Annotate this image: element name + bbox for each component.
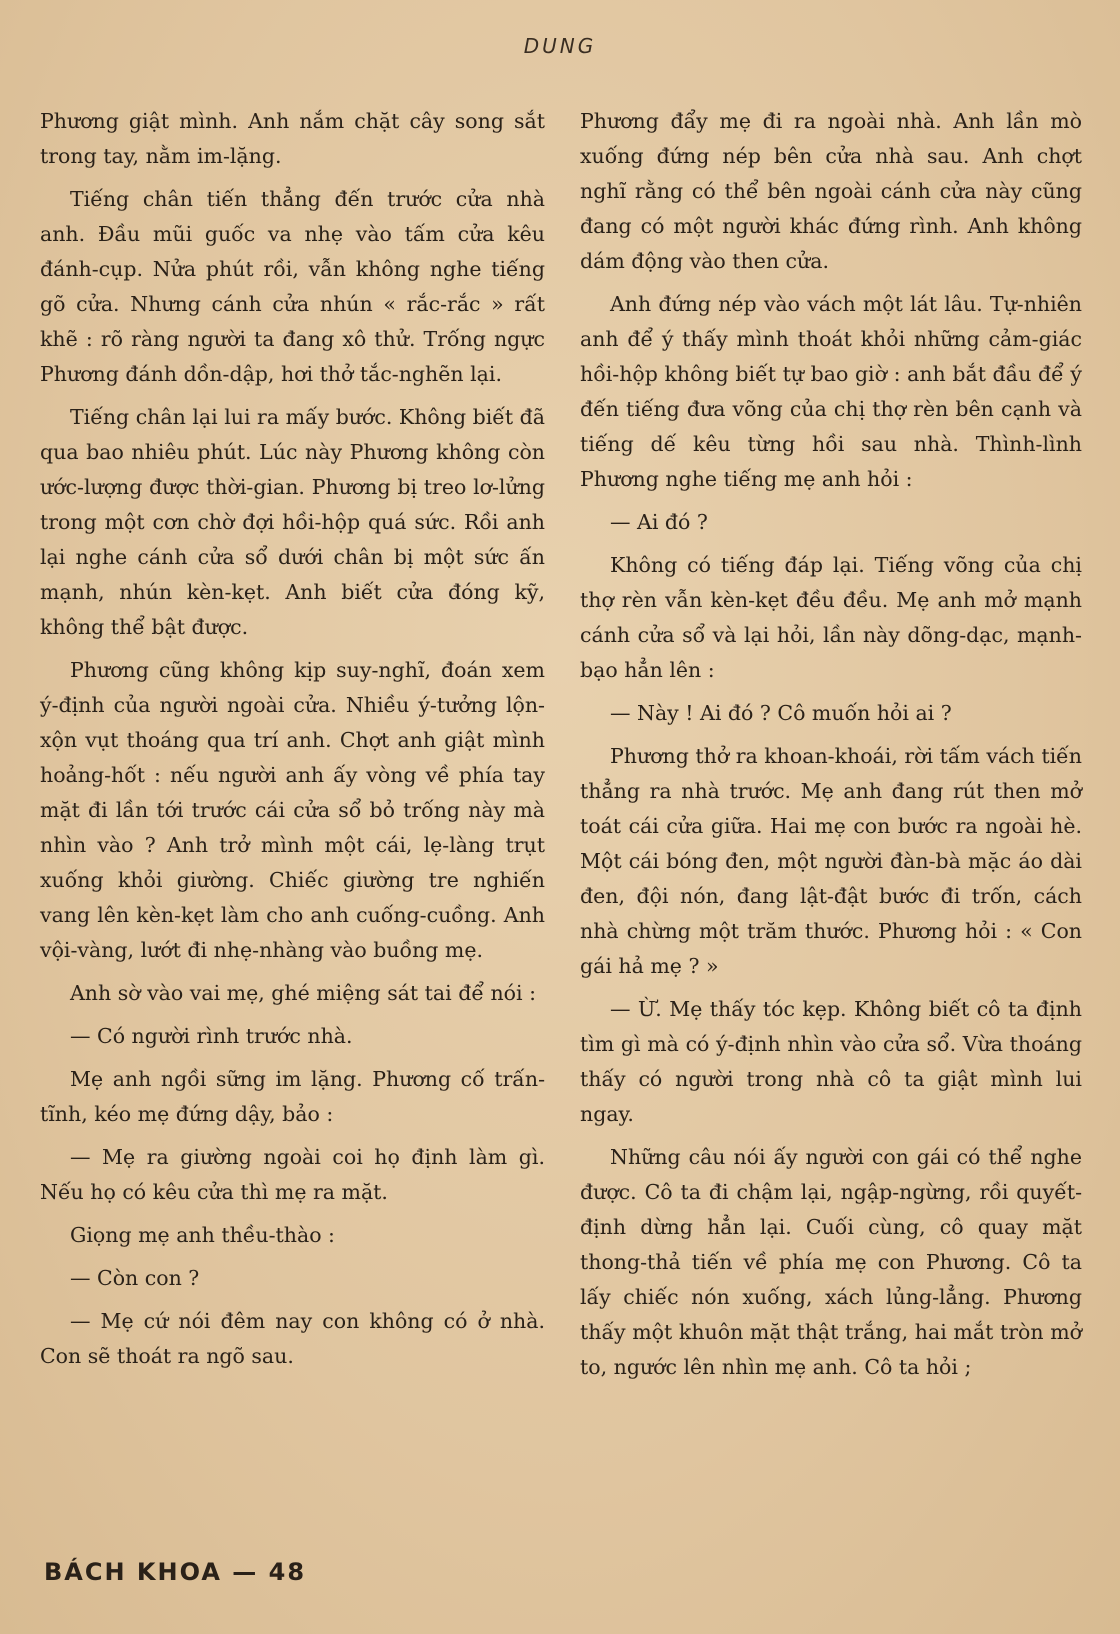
paragraph: Tiếng chân lại lui ra mấy bước. Không biết đã qua bao nhiêu phút. Lúc này Phương không còn ước-lượng được thời-gian. Phương bị treo lơ-lửng trong một cơn chờ đợi hồi-hộp quá sức. Rồi anh lại nghe cánh cửa sổ dưới chân bị một sức ấn mạnh, nhún kèn-kẹt. Anh biết cửa đóng kỹ, không thể bật được. (40, 405, 545, 639)
paragraph: Mẹ anh ngồi sững im lặng. Phương cố trấn-tĩnh, kéo mẹ đứng dậy, bảo : (40, 1067, 545, 1126)
paragraph: Anh đứng nép vào vách một lát lâu. Tự-nhiên anh để ý thấy mình thoát khỏi những cảm-giác hồi-hộp không biết tự bao giờ : anh bắt đầu để ý đến tiếng đưa võng của chị thợ rèn bên cạnh và tiếng dế kêu từng hồi sau nhà. Thình-lình Phương nghe tiếng mẹ anh hỏi : (580, 292, 1082, 491)
paragraph: Phương đẩy mẹ đi ra ngoài nhà. Anh lần mò xuống đứng nép bên cửa nhà sau. Anh chợt nghĩ rằng có thể bên ngoài cánh cửa này cũng đang có một người khác đứng rình. Anh không dám động vào then cửa. (580, 109, 1082, 273)
paragraph: Phương cũng không kịp suy-nghĩ, đoán xem ý-định của người ngoài cửa. Nhiều ý-tưởng lộn-xộn vụt thoáng qua trí anh. Chợt anh giật mình hoảng-hốt : nếu người anh ấy vòng về phía tay mặt đi lần tới trước cái cửa sổ bỏ trống này mà nhìn vào ? Anh trở mình một cái, lẹ-làng trụt xuống khỏi giường. Chiếc giường tre nghiến vang lên kèn-kẹt làm cho anh cuống-cuồng. Anh vội-vàng, lướt đi nhẹ-nhàng vào buồng mẹ. (40, 658, 545, 962)
right-column (580, 104, 1082, 1393)
paragraph: Không có tiếng đáp lại. Tiếng võng của chị thợ rèn vẫn kèn-kẹt đều đều. Mẹ anh mở mạnh cánh cửa sổ và lại hỏi, lần này dõng-dạc, mạnh-bạo hẳn lên : (580, 553, 1082, 682)
paragraph: Phương thở ra khoan-khoái, rời tấm vách tiến thẳng ra nhà trước. Mẹ anh đang rút then mở toát cái cửa giữa. Hai mẹ con bước ra ngoài hè. Một cái bóng đen, một người đàn-bà mặc áo dài đen, đội nón, đang lật-đật bước đi trốn, cách nhà chừng một trăm thước. Phương hỏi : « Con gái hả mẹ ? » (580, 744, 1082, 978)
dialogue-line: — Mẹ ra giường ngoài coi họ định làm gì. Nếu họ có kêu cửa thì mẹ ra mặt. (40, 1145, 545, 1204)
dialogue-line: — Ai đó ? (610, 510, 708, 534)
paragraph: Những câu nói ấy người con gái có thể nghe được. Cô ta đi chậm lại, ngập-ngừng, rồi quyết-định dừng hẳn lại. Cuối cùng, cô quay mặt thong-thả tiến về phía mẹ con Phương. Cô ta lấy chiếc nón xuống, xách lủng-lẳng. Phương thấy một khuôn mặt thật trắng, hai mắt tròn mở to, ngước lên nhìn mẹ anh. Cô ta hỏi ; (580, 1145, 1082, 1379)
paragraph: Anh sờ vào vai mẹ, ghé miệng sát tai để nói : (70, 981, 536, 1005)
dialogue-line: — Này ! Ai đó ? Cô muốn hỏi ai ? (610, 701, 952, 725)
paragraph: Giọng mẹ anh thều-thào : (70, 1223, 335, 1247)
running-header: DUNG (523, 34, 597, 58)
dialogue-line: — Ừ. Mẹ thấy tóc kẹp. Không biết cô ta định tìm gì mà có ý-định nhìn vào cửa sổ. Vừa thoáng thấy có người trong nhà cô ta giật mình lui ngay. (580, 997, 1082, 1126)
dialogue-line: — Còn con ? (70, 1266, 200, 1290)
left-column (40, 104, 545, 1382)
paragraph: Phương giật mình. Anh nắm chặt cây song sắt trong tay, nằm im-lặng. (40, 109, 545, 168)
dialogue-line: — Mẹ cứ nói đêm nay con không có ở nhà. Con sẽ thoát ra ngõ sau. (40, 1309, 545, 1368)
paragraph: Tiếng chân tiến thẳng đến trước cửa nhà anh. Đầu mũi guốc va nhẹ vào tấm cửa kêu đánh-cụp. Nửa phút rồi, vẫn không nghe tiếng gõ cửa. Nhưng cánh cửa nhún « rắc-rắc » rất khẽ : rõ ràng người ta đang xô thử. Trống ngực Phương đánh dồn-dập, hơi thở tắc-nghẽn lại. (40, 187, 545, 386)
dialogue-line: — Có người rình trước nhà. (70, 1024, 353, 1048)
page-footer: BÁCH KHOA — 48 (44, 1558, 307, 1586)
